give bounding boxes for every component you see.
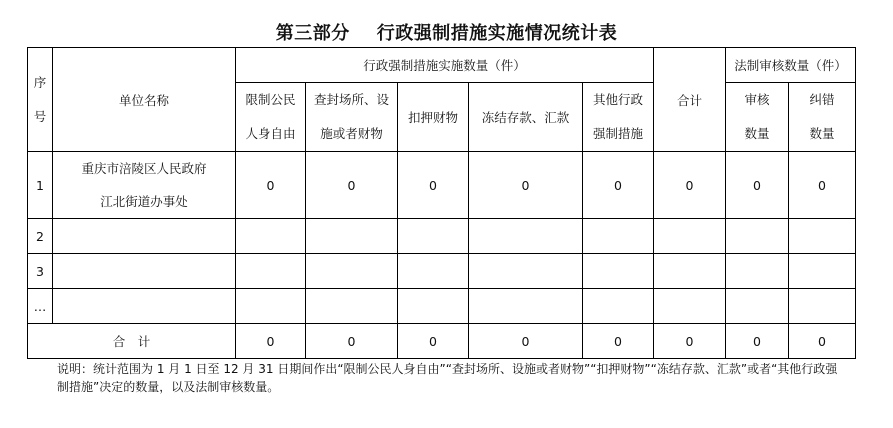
row-seq: 3: [28, 254, 53, 289]
total-value-cell: 0: [583, 324, 654, 359]
value-cell: [726, 254, 789, 289]
value-cell: [398, 289, 469, 324]
unit-name-cell: [53, 219, 236, 254]
header-seal-property: 查封场所、设 施或者财物: [306, 83, 398, 152]
value-cell: [306, 219, 398, 254]
row-seq: 2: [28, 219, 53, 254]
value-cell: [398, 254, 469, 289]
total-value-cell: 0: [789, 324, 856, 359]
total-row: [28, 324, 856, 359]
row-seq: 1: [28, 152, 53, 219]
total-label: 合 计: [28, 324, 236, 359]
table-row: [28, 152, 856, 219]
value-cell: [654, 254, 726, 289]
table-row: [28, 289, 856, 324]
value-cell: [236, 289, 306, 324]
value-cell: [469, 254, 583, 289]
value-cell: [583, 219, 654, 254]
header-freeze-deposits: 冻结存款、汇款: [469, 83, 583, 152]
value-cell: 0: [236, 152, 306, 219]
header-review-count: 审核 数量: [726, 83, 789, 152]
value-cell: [726, 289, 789, 324]
header-restrict-freedom: 限制公民 人身自由: [236, 83, 306, 152]
value-cell: [236, 219, 306, 254]
total-value-cell: 0: [398, 324, 469, 359]
header-unit-name: 单位名称: [53, 48, 236, 152]
value-cell: [789, 254, 856, 289]
header-seize-property: 扣押财物: [398, 83, 469, 152]
value-cell: [583, 289, 654, 324]
header-group-implementation: 行政强制措施实施数量（件）: [236, 48, 654, 83]
value-cell: [654, 219, 726, 254]
unit-name-cell: 重庆市涪陵区人民政府 江北街道办事处: [53, 152, 236, 219]
value-cell: 0: [726, 152, 789, 219]
value-cell: 0: [654, 152, 726, 219]
value-cell: [306, 254, 398, 289]
value-cell: [654, 289, 726, 324]
header-seq: 序号: [28, 48, 53, 152]
value-cell: 0: [583, 152, 654, 219]
value-cell: [306, 289, 398, 324]
value-cell: [789, 289, 856, 324]
statistics-table: [27, 47, 856, 359]
value-cell: [789, 219, 856, 254]
table-row: [28, 219, 856, 254]
value-cell: [398, 219, 469, 254]
row-seq: …: [28, 289, 53, 324]
unit-name-cell: [53, 254, 236, 289]
unit-name-cell: [53, 289, 236, 324]
total-value-cell: 0: [654, 324, 726, 359]
value-cell: 0: [469, 152, 583, 219]
value-cell: [469, 219, 583, 254]
value-cell: 0: [789, 152, 856, 219]
header-correction-count: 纠错 数量: [789, 83, 856, 152]
value-cell: [583, 254, 654, 289]
total-value-cell: 0: [726, 324, 789, 359]
header-total: 合计: [654, 48, 726, 152]
value-cell: 0: [306, 152, 398, 219]
footnote: 说明：统计范围为 1 月 1 日至 12 月 31 日期间作出“限制公民人身自由”“查封场所、设施或者财物”“扣押财物”“冻结存款、汇款”或者“其他行政强制措施”决定的数量，以及法制审核数量。: [57, 362, 838, 394]
total-value-cell: 0: [236, 324, 306, 359]
header-other-measures: 其他行政 强制措施: [583, 83, 654, 152]
value-cell: [469, 289, 583, 324]
table-row: [28, 254, 856, 289]
page-title: 第三部分 行政强制措施实施情况统计表: [275, 23, 618, 44]
value-cell: [726, 219, 789, 254]
value-cell: 0: [398, 152, 469, 219]
value-cell: [236, 254, 306, 289]
header-group-review: 法制审核数量（件）: [726, 48, 856, 83]
total-value-cell: 0: [469, 324, 583, 359]
total-value-cell: 0: [306, 324, 398, 359]
